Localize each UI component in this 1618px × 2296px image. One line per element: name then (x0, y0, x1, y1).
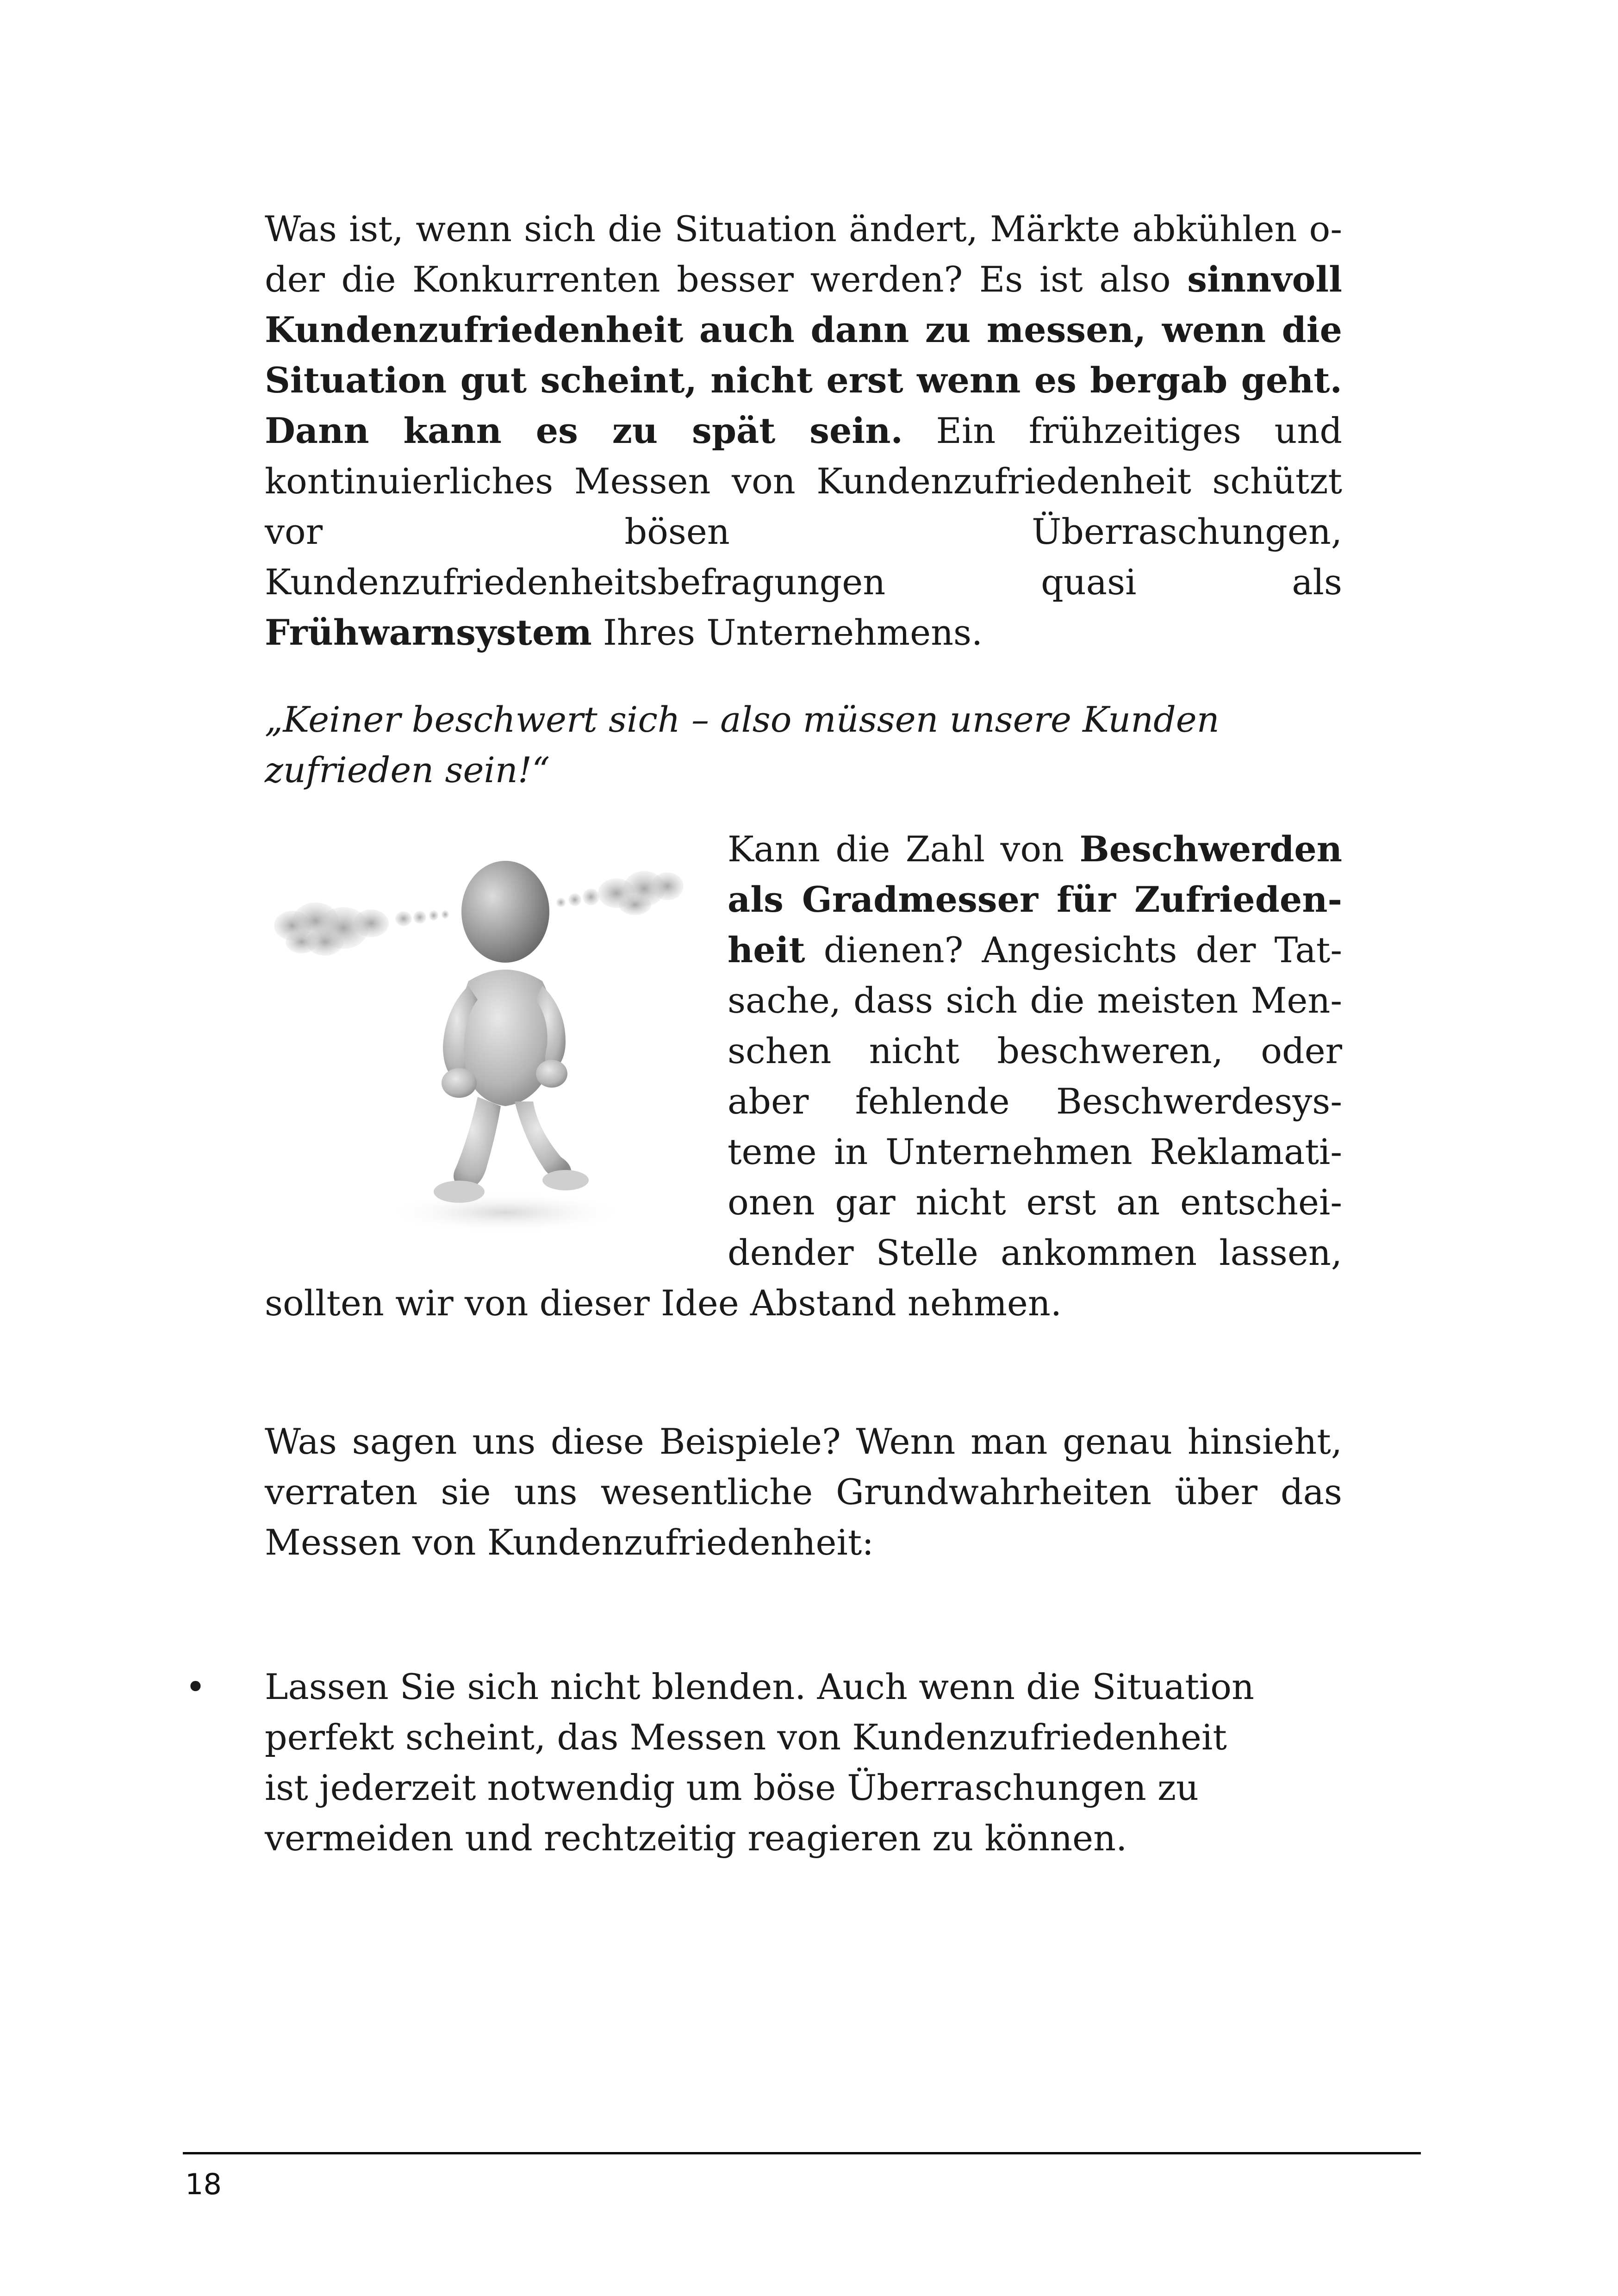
paragraph-text: dienen? Angesichts der Tatsache, dass sich die meisten Menschen nicht beschweren, oder aber fehlende Beschwerdesysteme in Unternehmen Reklamationen gar nicht erst an entscheidender Stelle ankommen lassen, sollten wir von dieser Idee Abstand nehmen. (265, 929, 1342, 1324)
bold-text: Beschwerden als Gradmesser für Zufriedenheit (728, 828, 1342, 971)
paragraph-text: Was ist, wenn sich die Situation ändert, Märkte abkühlen oder die Konkurrenten besser werden? Es ist also (265, 208, 1342, 300)
bullet-icon: • (185, 1666, 206, 1707)
quote-heading: „Keiner beschwert sich – also müssen unsere Kunden zufrieden sein!“ (265, 699, 1220, 790)
bullet-text: Lassen Sie sich nicht blenden. Auch wenn die Situation perfekt scheint, das Messen von Kundenzufriedenheit ist jederzeit notwendig um böse Überraschungen zu vermeiden und rechtzeitig reagieren zu können. (265, 1666, 1254, 1859)
paragraph-text: Ein frühzeitiges und kontinuierliches Messen von Kundenzufriedenheit schützt vor bösen Überraschungen, Kundenzufriedenheitsbefragungen quasi als (265, 410, 1342, 603)
paragraph-text: Kann die Zahl von (728, 828, 1080, 870)
bold-text: sinnvoll Kundenzufriedenheit auch dann zu messen, wenn die Situation gut scheint, nicht erst wenn es bergab geht. Dann kann es zu spät sein. (265, 259, 1342, 451)
page-number: 18 (185, 2167, 222, 2201)
paragraph-complaints (265, 824, 1342, 1328)
footer-divider (183, 2152, 1421, 2154)
paragraph-early-warning (265, 204, 1342, 658)
paragraph-text: Ihres Unternehmens. (591, 612, 983, 653)
paragraph-examples: Was sagen uns diese Beispiele? Wenn man genau hinsieht, verraten sie uns wesentliche Grundwahrheiten über das Messen von Kundenzufriedenheit: (265, 1421, 1342, 1563)
bold-text: Frühwarnsystem (265, 612, 592, 653)
steaming-figure-illustration (265, 842, 728, 1240)
